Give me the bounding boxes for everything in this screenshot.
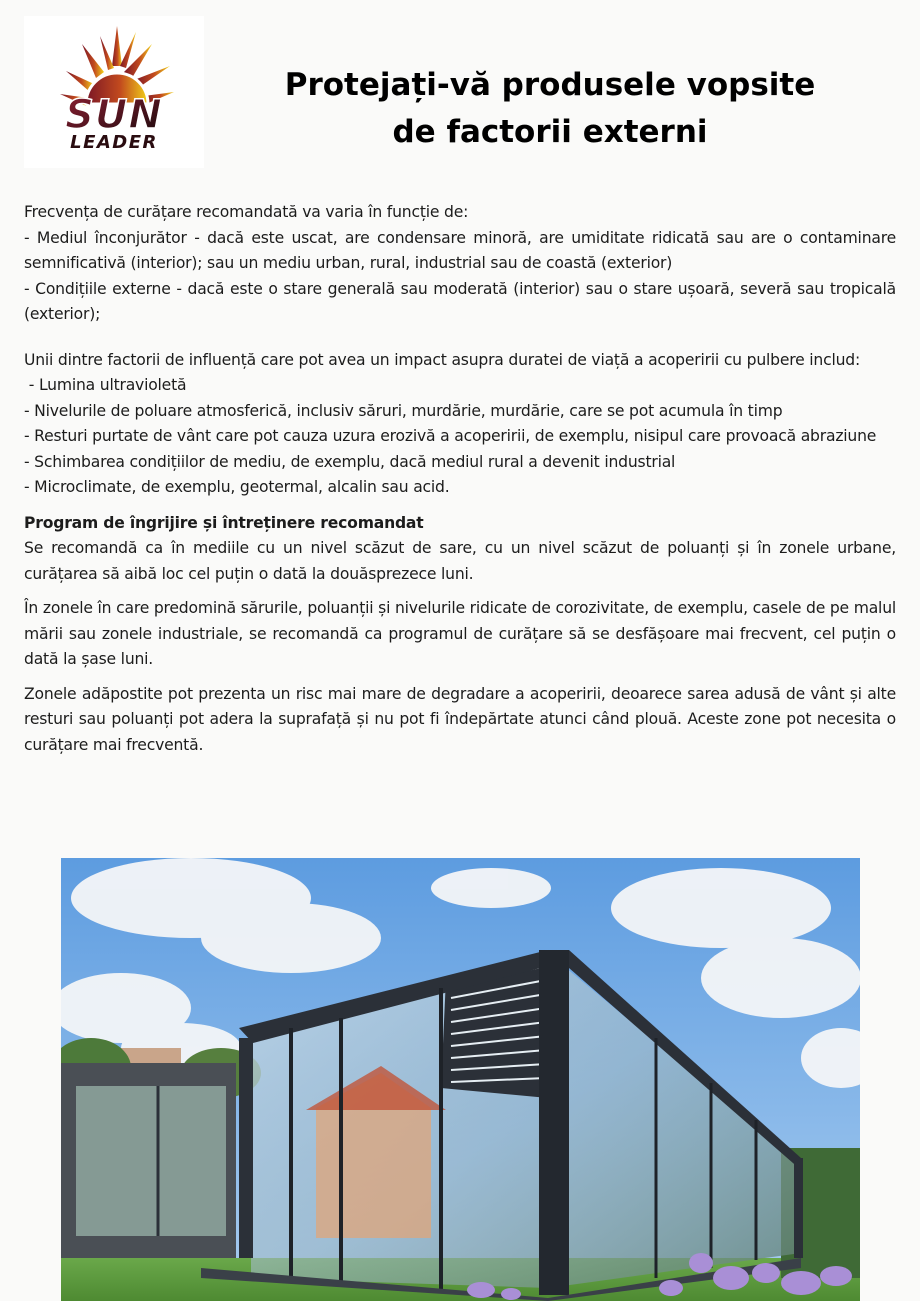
influence-factor-item: - Lumina ultravioletă [24, 376, 187, 394]
cleaning-factor-item: - Condițiile externe - dacă este o stare generală sau moderată (interior) sau o stare ușoară, severă sau tropicală (exterior); [24, 279, 896, 323]
influence-factors-section [24, 348, 896, 501]
influence-factor-item: - Resturi purtate de vânt care pot cauza uzura erozivă a acoperirii, de exemplu, nisipul care provoacă abraziune [24, 427, 877, 445]
maintenance-paragraph: Zonele adăpostite pot prezenta un risc mai mare de degradare a acoperirii, deoarece sarea adusă de vânt și alte resturi sau poluanți pot adera la suprafață și nu pot fi îndepărtate atunci când plouă. Aceste zone pot necesita o curățare mai frecventă. [24, 684, 896, 754]
cleaning-frequency-section [24, 200, 896, 328]
influence-factor-item: - Microclimate, de exemplu, geotermal, alcalin sau acid. [24, 478, 450, 496]
cleaning-factor-item: - Mediul înconjurător - dacă este uscat, are condensare minoră, are umiditate ridicată sau are o contaminare semnificativă (interior); sau un mediu urban, rural, industrial sau de coastă (exterior) [24, 228, 896, 272]
svg-text:LEADER: LEADER [70, 132, 158, 153]
maintenance-paragraph: În zonele în care predomină sărurile, poluanții și nivelurile ridicate de corozivitate, de exemplu, casele de pe malul mării sau zonele industriale, se recomandă ca programul de curățare să se desfășoare mai frecvent, cel puțin o dată la șase luni. [24, 599, 897, 668]
glass-pergola-image [61, 858, 860, 1301]
svg-text:SUN: SUN [65, 92, 163, 138]
influence-factor-item: - Nivelurile de poluare atmosferică, inclusiv săruri, murdărie, murdărie, care se pot acumula în timp [24, 401, 783, 420]
influence-factors-intro: Unii dintre factorii de influență care pot avea un impact asupra duratei de viață a acoperirii cu pulbere includ: [24, 350, 861, 369]
maintenance-program-heading: Program de îngrijire și întreținere recomandat [24, 513, 424, 532]
page-title-line-2: de factorii externi [392, 114, 708, 150]
maintenance-paragraph: Se recomandă ca în mediile cu un nivel scăzut de sare, cu un nivel scăzut de poluanți și în zonele urbane, curățarea să aibă loc cel puțin o dată la douăsprezece luni. [24, 539, 896, 583]
article-body [24, 200, 896, 767]
pergola-photo [61, 858, 860, 1301]
sun-logo-icon [24, 16, 204, 168]
page-title-line-1: Protejați-vă produsele vopsite [284, 67, 816, 103]
cleaning-frequency-intro: Frecvența de curățare recomandată va varia în funcție de: [24, 203, 469, 221]
page-title [250, 62, 850, 156]
sun-leader-logo [24, 16, 204, 168]
influence-factor-item: - Schimbarea condițiilor de mediu, de exemplu, dacă mediul rural a devenit industrial [24, 452, 676, 471]
